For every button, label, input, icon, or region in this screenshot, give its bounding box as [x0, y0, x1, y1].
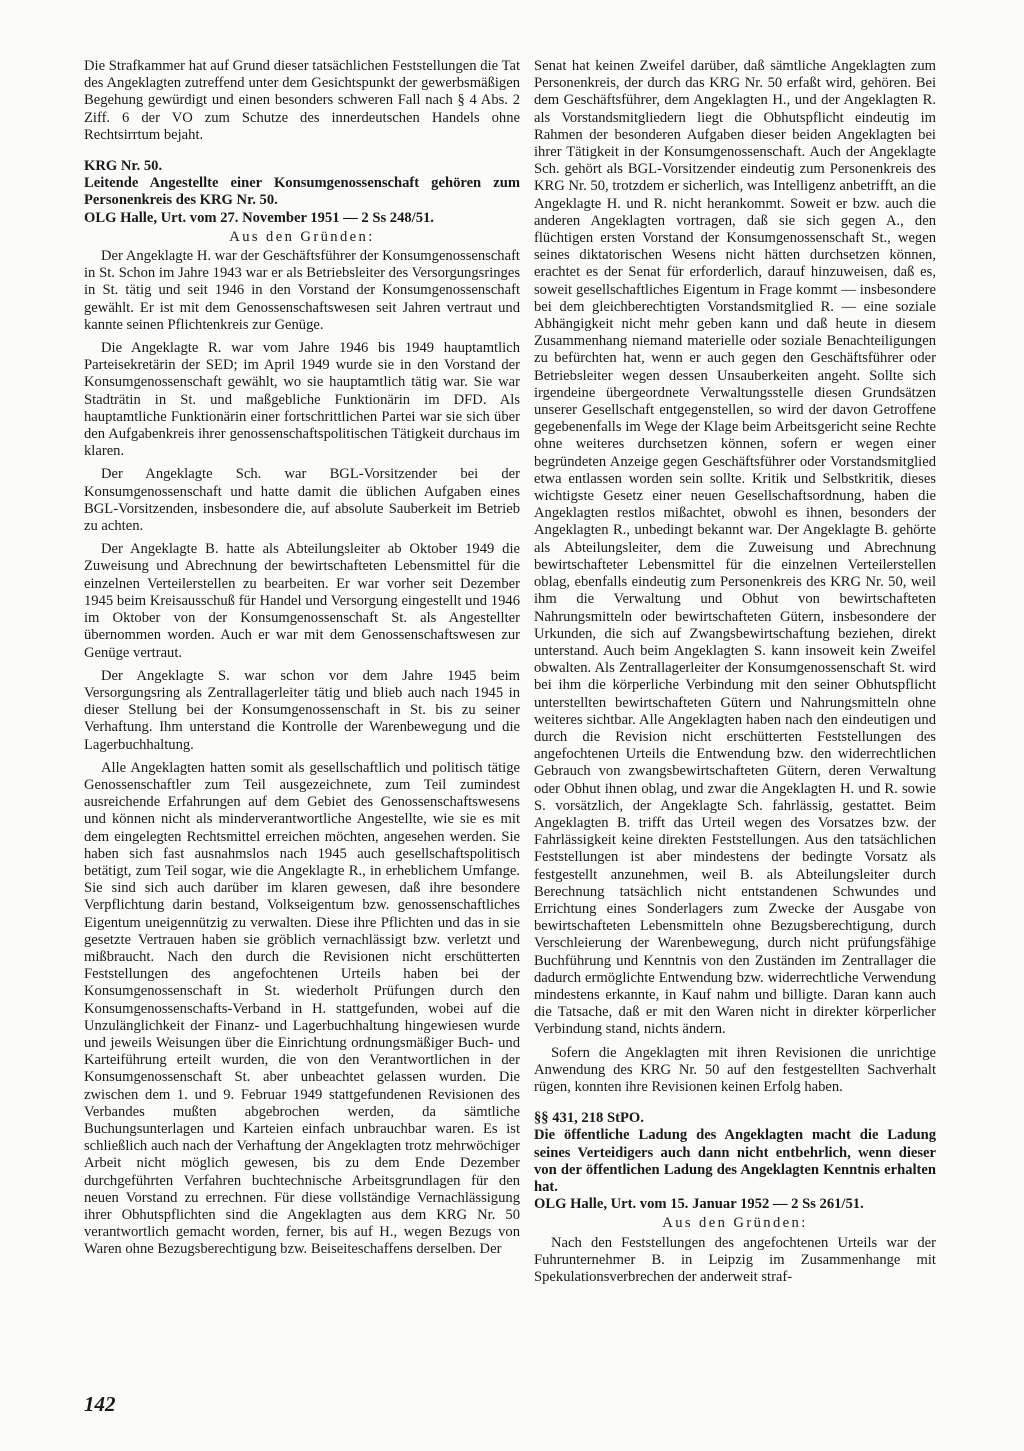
left-column [84, 58, 520, 1265]
reasons-heading-krg50: Aus den Gründen: [229, 228, 375, 245]
section-heading-stpo: §§ 431, 218 StPO. [534, 1110, 644, 1127]
paragraph-defendant-h: Der Angeklagte H. war der Geschäftsführer der Konsumgenossenschaft in St. Schon im Jahre 1943 war er als Betriebsleiter des Versorgungsringes in St. tätig und seit 1946 in den Vorstand der Konsumgenossenschaft gewählt. Er ist mit dem Genossenschaftswesen seit Jahren vertraut und kannte seinen Pflichtenkreis zur Genüge. [84, 248, 520, 333]
right-column [534, 58, 936, 1292]
page-number: 142 [84, 1392, 116, 1416]
section-heading-krg50: KRG Nr. 50. [84, 158, 163, 175]
paragraph-defendant-r: Die Angeklagte R. war vom Jahre 1946 bis 1949 hauptamtlich Parteisekretärin der SED; im April 1949 wurde sie in den Vorstand der Konsumgenossenschaft gewählt, wo sie hauptamtlich tätig war. Sie war Stadträtin in St. und maßgebliche Funktionärin im DFD. Als hauptamtliche Funktionärin einer fortschrittlichen Partei war sie sich über den Aufgabenkreis ihrer genossenschaftspolitischen Tätigkeit durchaus im klaren. [84, 340, 520, 460]
paragraph-revision-conclusion: Sofern die Angeklagten mit ihren Revisionen die unrichtige Anwendung des KRG Nr. 50 auf den festgestellten Sachverhalt rügen, konnten ihre Revisionen keinen Erfolg haben. [534, 1044, 936, 1095]
section-headnote-krg50: Leitende Angestellte einer Konsumgenossenschaft gehören zum Personenkreis des KRG Nr. 50. [84, 175, 520, 209]
intro-paragraph: Die Strafkammer hat auf Grund dieser tatsächlichen Feststellungen die Tat des Angeklagten zutreffend unter dem Gesichtspunkt der gewerbsmäßigen Begehung gewürdigt und einen besonders schweren Fall nach § 4 Abs. 2 Ziff. 6 der VO zum Schutze des innerdeutschen Handels ohne Rechtsirrtum bejaht. [84, 58, 520, 143]
court-citation-krg50: OLG Halle, Urt. vom 27. November 1951 — 2 Ss 248/51. [84, 209, 434, 226]
reasons-heading-stpo: Aus den Gründen: [662, 1215, 808, 1232]
paragraph-defendant-sch: Der Angeklagte Sch. war BGL-Vorsitzender bei der Konsumgenossenschaft und hatte damit die üblichen Aufgaben eines BGL-Vorsitzenden, insbesondere die, auf absolute Sauberkeit im Betrieb zu achten. [84, 466, 520, 535]
paragraph-findings-b: Nach den Feststellungen des angefochtenen Urteils war der Fuhrunternehmer B. in Leipzig im Zusammenhange mit Spekulationsverbrechen der anderweit straf- [534, 1234, 936, 1286]
paragraph-defendant-b: Der Angeklagte B. hatte als Abteilungsleiter ab Oktober 1949 die Zuweisung und Abrechnung der bewirtschafteten Lebensmittel für die einzelnen Verteilerstellen zu bearbeiten. Er war vorher seit Dezember 1945 beim Kreisausschuß für Handel und Versorgung eingestellt und 1946 im Oktober von der Konsumgenossenschaft St. als Angestellter übernommen worden. Auch er war mit dem Genossenschaftswesen zur Genüge vertraut. [84, 541, 520, 661]
paragraph-all-defendants: Alle Angeklagten hatten somit als gesellschaftlich und politisch tätige Genossenschaftler zum Teil ausgezeichnete, zum Teil zumindest ausreichende Erfahrungen auf dem Gebiet des Genossenschaftswesens und können nicht als minderverantwortliche Angestellte, wie sie es mit dem eingelegten Rechtsmittel erreichen möchten, angesehen werden. Sie haben sich fast ausnahmslos nach 1945 auch gesellschaftspolitisch betätigt, zum Teil sogar, wie die Angeklagte R., in erheblichem Umfange. Sie sind sich auch darüber im klaren gewesen, daß ihre besondere Verpflichtung darin bestand, Volkseigentum bzw. genossenschaftliches Eigentum uneigennützig zu verwalten. Diese ihre Pflichten und das in sie gesetzte Vertrauen haben sie gröblich vernachlässigt bzw. verletzt und mißbraucht. Nach den durch die Revisionen nicht erschütterten Feststellungen des angefochtenen Urteils haben bei der Konsumgenossenschaft in St. wiederholt Prüfungen durch den Konsumgenossenschafts-Verband in H. stattgefunden, wobei auf die Unzulänglichkeit der Finanz- und Lagerbuchhaltung hingewiesen wurde und jeweils Weisungen über die Einrichtung ordnungsmäßiger Buch- und Karteiführung erteilt wurden, die von den Verantwortlichen in der Konsumgenossenschaft St. aber unbeachtet gelassen wurden. Die zwischen dem 1. und 9. Februar 1949 stattgefundenen Revisionen des Verbandes mußten abgebrochen werden, da sämtliche Buchungsunterlagen und Karteien einfach unbrauchbar waren. Es ist schließlich auch nach der Verhaftung der Angeklagten trotz mehrwöchiger Arbeit nicht möglich gewesen, bis zu dem Ende Dezember durchgeführten Verfahren buchtechnische Arbeitsgrundlagen für den neuen Vorstand zu errechnen. Für diese vollständige Vernachlässigung ihrer Obhutspflichten sind die Angeklagten aus dem KRG Nr. 50 verantwortlich gemacht worden, ferner, bis auf H., wegen Bezugs von Waren ohne Bezugsberechtigung bzw. Beiseiteschaffens derselben. Der [84, 759, 520, 1258]
court-citation-stpo: OLG Halle, Urt. vom 15. Januar 1952 — 2 Ss 261/51. [534, 1196, 864, 1213]
paragraph-senate-reasoning: Senat hat keinen Zweifel darüber, daß sämtliche Angeklagten zum Personenkreis, der durch das KRG Nr. 50 erfaßt wird, gehören. Bei dem Geschäftsführer, dem Angeklagten H., und der Angeklagten R. als Vorstandsmitgliedern liegt die Obhutspflicht eindeutig im Rahmen der besonderen Aufgaben dieser beiden Angeklagten bei ihrer Tätigkeit in der Konsumgenossenschaft. Auch der Angeklagte Sch. gehört als BGL-Vorsitzender eindeutig zum Personenkreis des KRG Nr. 50, trotzdem er sicherlich, was Intelligenz anbetrifft, an die Angeklagte H. und R. nicht herankommt. Soweit er bzw. auch die anderen Angeklagten vortragen, daß sie sich gegen A., den flüchtigen ersten Vorstand der Konsumgenossenschaft St., wegen seines diktatorischen Wesens nicht hätten durchsetzen können, erachtet es der Senat für erforderlich, darauf hinzuweisen, daß es, soweit gesellschaftliches Eigentum in Frage kommt — insbesondere bei dem gleichberechtigten Vorstandsmitglied R. — eine soziale Abhängigkeit nicht mehr geben kann und daß heute in diesem Zusammenhang niemand materielle oder soziale Benachteiligungen zu befürchten hat, wenn er auch gegen den Geschäftsführer oder Betriebsleiter wegen dessen Unsauberkeiten angeht. Sollte sich irgendeine übergeordnete Verwaltungsstelle diesen Grundsätzen unserer Gesellschaft entgegenstellen, so wird der davon Getroffene gegebenenfalls im Wege der Klage beim Arbeitsgericht seine Rechte ohne weiteres durchsetzen können, sofern er wegen einer begründeten Anzeige gegen Geschäftsführer oder Vorstandsmitglied etwa entlassen worden sein sollte. Kritik und Selbstkritik, dieses wichtigste Gesetz einer neuen Gesellschaftsordnung, haben die Angeklagten restlos mißachtet, obwohl es ihnen, besonders der Angeklagten R., unbedingt bekannt war. Der Angeklagte B. gehörte als Abteilungsleiter, dem die Zuweisung und Abrechnung bewirtschafteter Lebensmittel für die einzelnen Verteilerstellen oblag, ebenfalls eindeutig zum Personenkreis des KRG Nr. 50, weil ihm die Verwaltung und Obhut von bewirtschafteten Nahrungsmitteln oder bewirtschafteten Gütern, insbesondere der Urkunden, die sich auf Zwangsbewirtschaftung beziehen, direkt unterstand. Auch beim Angeklagten S. kann insoweit kein Zweifel obwalten. Als Zentrallagerleiter der Konsumgenossenschaft St. wird bei ihm die körperliche Verbindung mit den seiner Obhutspflicht unterstellten bewirtschafteten Gütern und Nahrungsmitteln ohne weiteres sichtbar. Alle Angeklagten haben nach den eindeutigen und durch die Revision nicht erschütterten Feststellungen des angefochtenen Urteils die Entwendung bzw. den widerrechtlichen Gebrauch von zwangsbewirtschafteten Gütern, deren Verwaltung oder Obhut ihnen oblag, und zwar die Angeklagten H. und R. sowie S. vorsätzlich, der Angeklagte Sch. fahrlässig, gestattet. Beim Angeklagten B. trifft das Urteil wegen des Vorsatzes bzw. der Fahrlässigkeit keine direkten Feststellungen. Aus den tatsächlichen Feststellungen ist aber mindestens der bedingte Vorsatz als festgestellt anzunehmen, weil B. als Abteilungsleiter durch Berechnung tatsächlich nicht entstandenen Schwundes und Errichtung eines Sonderlagers zum Zwecke der Ausgabe von bewirtschafteten Lebensmitteln ohne Bezugsberechtigung, durch Verschleierung der Warenbewegung, durch nicht prüfungsfähige Buchführung und Kenntnis von den Zuständen im Zentrallager die dadurch ermöglichte Entwendung bzw. widerrechtliche Verwendung mindestens erkannte, in Kauf nahm und billigte. Daran kann auch die Tatsache, daß er mit den Waren nicht in direkter körperlicher Verbindung stand, nichts ändern. [534, 58, 936, 1038]
section-headnote-stpo: Die öffentliche Ladung des Angeklagten macht die Ladung seines Verteidigers auch dann nicht entbehrlich, wenn dieser von der öffentlichen Ladung des Angeklagten Kenntnis erhalten hat. [534, 1127, 936, 1195]
paragraph-defendant-s: Der Angeklagte S. war schon vor dem Jahre 1945 beim Versorgungsring als Zentrallagerleiter tätig und blieb auch nach 1945 in dieser Stellung bei der Konsumgenossenschaft in St. bis zu seiner Verhaftung. Ihm unterstand die Kontrolle der Warenbewegung und die Lagerbuchhaltung. [84, 667, 520, 753]
